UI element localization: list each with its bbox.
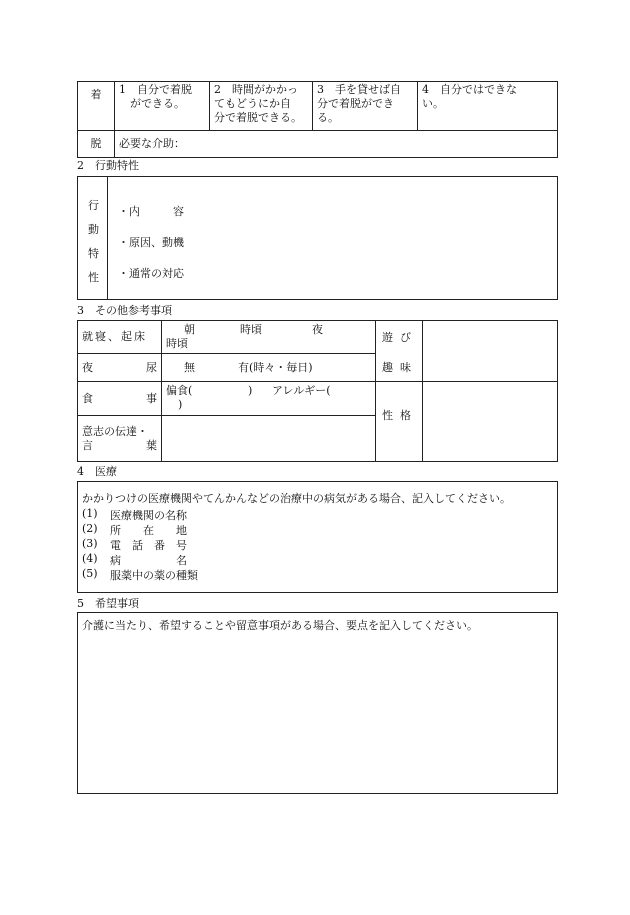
section3-heading: 3 その他参考事項 — [77, 304, 172, 317]
option-1-num: 1 — [119, 83, 126, 96]
medical-intro: かかりつけの医療機関やてんかんなどの治療中の病気がある場合、記入してください。 — [82, 492, 511, 505]
dressing-option-4[interactable] — [418, 82, 558, 131]
behavior-side-char-3: 特 — [88, 247, 99, 260]
behavior-side-label — [78, 177, 108, 299]
hobby-char-4: 味 — [400, 361, 411, 374]
medical-item-4 — [82, 552, 187, 567]
meal-allergy-close: ) — [178, 398, 183, 411]
urine-label-a: 夜 — [82, 360, 93, 374]
dressing-table — [77, 81, 558, 158]
urine-yes: 有(時々・毎日) — [238, 361, 313, 374]
wishes-intro: 介護に当たり、希望することや留意事項がある場合、要点を記入してください。 — [82, 619, 478, 632]
option-3-text-c: る。 — [317, 111, 339, 124]
medical-item-1-num: (1) — [82, 507, 98, 520]
dressing-option-3[interactable] — [313, 82, 418, 131]
assist-field[interactable] — [115, 131, 558, 158]
option-1-text-b: ができる。 — [130, 97, 185, 110]
medical-item-1-text: 医療機関の名称 — [110, 509, 187, 522]
dressing-option-2[interactable] — [210, 82, 313, 131]
option-2-num: 2 — [214, 83, 221, 96]
assist-label: 必要な介助： — [119, 137, 185, 150]
communication-label-a: 意志の伝達・ — [82, 424, 148, 438]
sleep-label-text: 就寝、起床 — [82, 330, 147, 343]
option-1-text-a: 自分で着脱 — [137, 83, 192, 96]
personality-char-2: 格 — [400, 409, 411, 422]
option-4-num: 4 — [422, 83, 429, 96]
sleep-value[interactable] — [162, 321, 376, 354]
medical-item-5-num: (5) — [82, 567, 98, 580]
meal-value[interactable] — [162, 382, 376, 416]
medical-item-1 — [82, 507, 187, 522]
medical-item-4-num: (4) — [82, 552, 98, 565]
behavior-box — [77, 176, 558, 300]
reference-table — [77, 320, 558, 462]
option-2-text-a: 時間がかかっ — [232, 83, 298, 96]
personality-value[interactable] — [423, 382, 558, 462]
meal-label-a: 食 — [82, 391, 93, 405]
meal-picky: 偏食( — [166, 384, 193, 397]
behavior-side-char-2: 動 — [88, 223, 99, 236]
behavior-side-char-4: 性 — [88, 271, 99, 284]
section5-heading: 5 希望事項 — [77, 597, 139, 610]
dressing-label-bottom: 脱 — [90, 137, 102, 150]
sleep-night: 夜 — [312, 323, 323, 336]
meal-allergy: アレルギー( — [272, 384, 331, 397]
personality-char-1: 性 — [382, 409, 393, 422]
hobby-label — [376, 321, 423, 382]
dressing-option-1[interactable] — [115, 82, 210, 131]
medical-item-5 — [82, 567, 198, 582]
medical-item-3-num: (3) — [82, 537, 98, 550]
sleep-morning-hour: 時頃 — [240, 323, 262, 336]
option-3-text-a: 手を貸せば自 — [335, 83, 401, 96]
behavior-item-response[interactable]: ・通常の対応 — [118, 267, 184, 280]
hobby-char-1: 遊 — [382, 331, 393, 344]
dressing-label-top: 着 — [90, 88, 102, 101]
hobby-char-3: 趣 — [382, 361, 393, 374]
behavior-side-char-1: 行 — [88, 199, 99, 212]
option-2-text-c: 分で着脱できる。 — [214, 111, 302, 124]
section4-heading: 4 医療 — [77, 465, 117, 478]
behavior-item-content[interactable]: ・内 容 — [118, 205, 184, 218]
meal-label-b: 事 — [146, 391, 157, 405]
communication-value[interactable] — [162, 416, 376, 462]
meal-picky-close: ) — [248, 384, 253, 397]
wishes-box[interactable] — [77, 612, 558, 794]
sleep-night-hour: 時頃 — [166, 337, 188, 350]
medical-item-2-text: 所 在 地 — [110, 524, 187, 537]
personality-label — [376, 382, 423, 462]
medical-item-3-text: 電 話 番 号 — [110, 539, 187, 552]
medical-item-2-num: (2) — [82, 522, 98, 535]
medical-item-3 — [82, 537, 187, 552]
medical-item-4-text: 病 名 — [110, 554, 187, 567]
meal-label — [78, 382, 162, 416]
communication-label-c: 葉 — [146, 438, 157, 452]
medical-box[interactable] — [77, 481, 558, 593]
dressing-label-bottom-cell — [78, 131, 115, 158]
medical-item-5-text: 服薬中の薬の種類 — [110, 569, 198, 582]
hobby-value[interactable] — [423, 321, 558, 382]
option-2-text-b: てもどうにか自 — [214, 97, 291, 110]
sleep-morning: 朝 — [184, 323, 195, 336]
urine-value[interactable] — [162, 354, 376, 382]
urine-none: 無 — [184, 361, 195, 374]
section2-heading: 2 行動特性 — [77, 159, 139, 172]
behavior-item-cause[interactable]: ・原因、動機 — [118, 236, 184, 249]
option-3-num: 3 — [317, 83, 324, 96]
sleep-label — [78, 321, 162, 354]
urine-label-b: 尿 — [146, 360, 157, 374]
option-3-text-b: 分で着脱ができ — [317, 97, 394, 110]
medical-item-2 — [82, 522, 187, 537]
option-4-text-a: 自分ではできな — [440, 83, 517, 96]
urine-label — [78, 354, 162, 382]
communication-label-b: 言 — [82, 438, 93, 452]
option-4-text-b: い。 — [422, 97, 444, 110]
dressing-label-top-cell — [78, 82, 115, 131]
hobby-char-2: び — [400, 331, 411, 344]
communication-label — [78, 416, 162, 462]
